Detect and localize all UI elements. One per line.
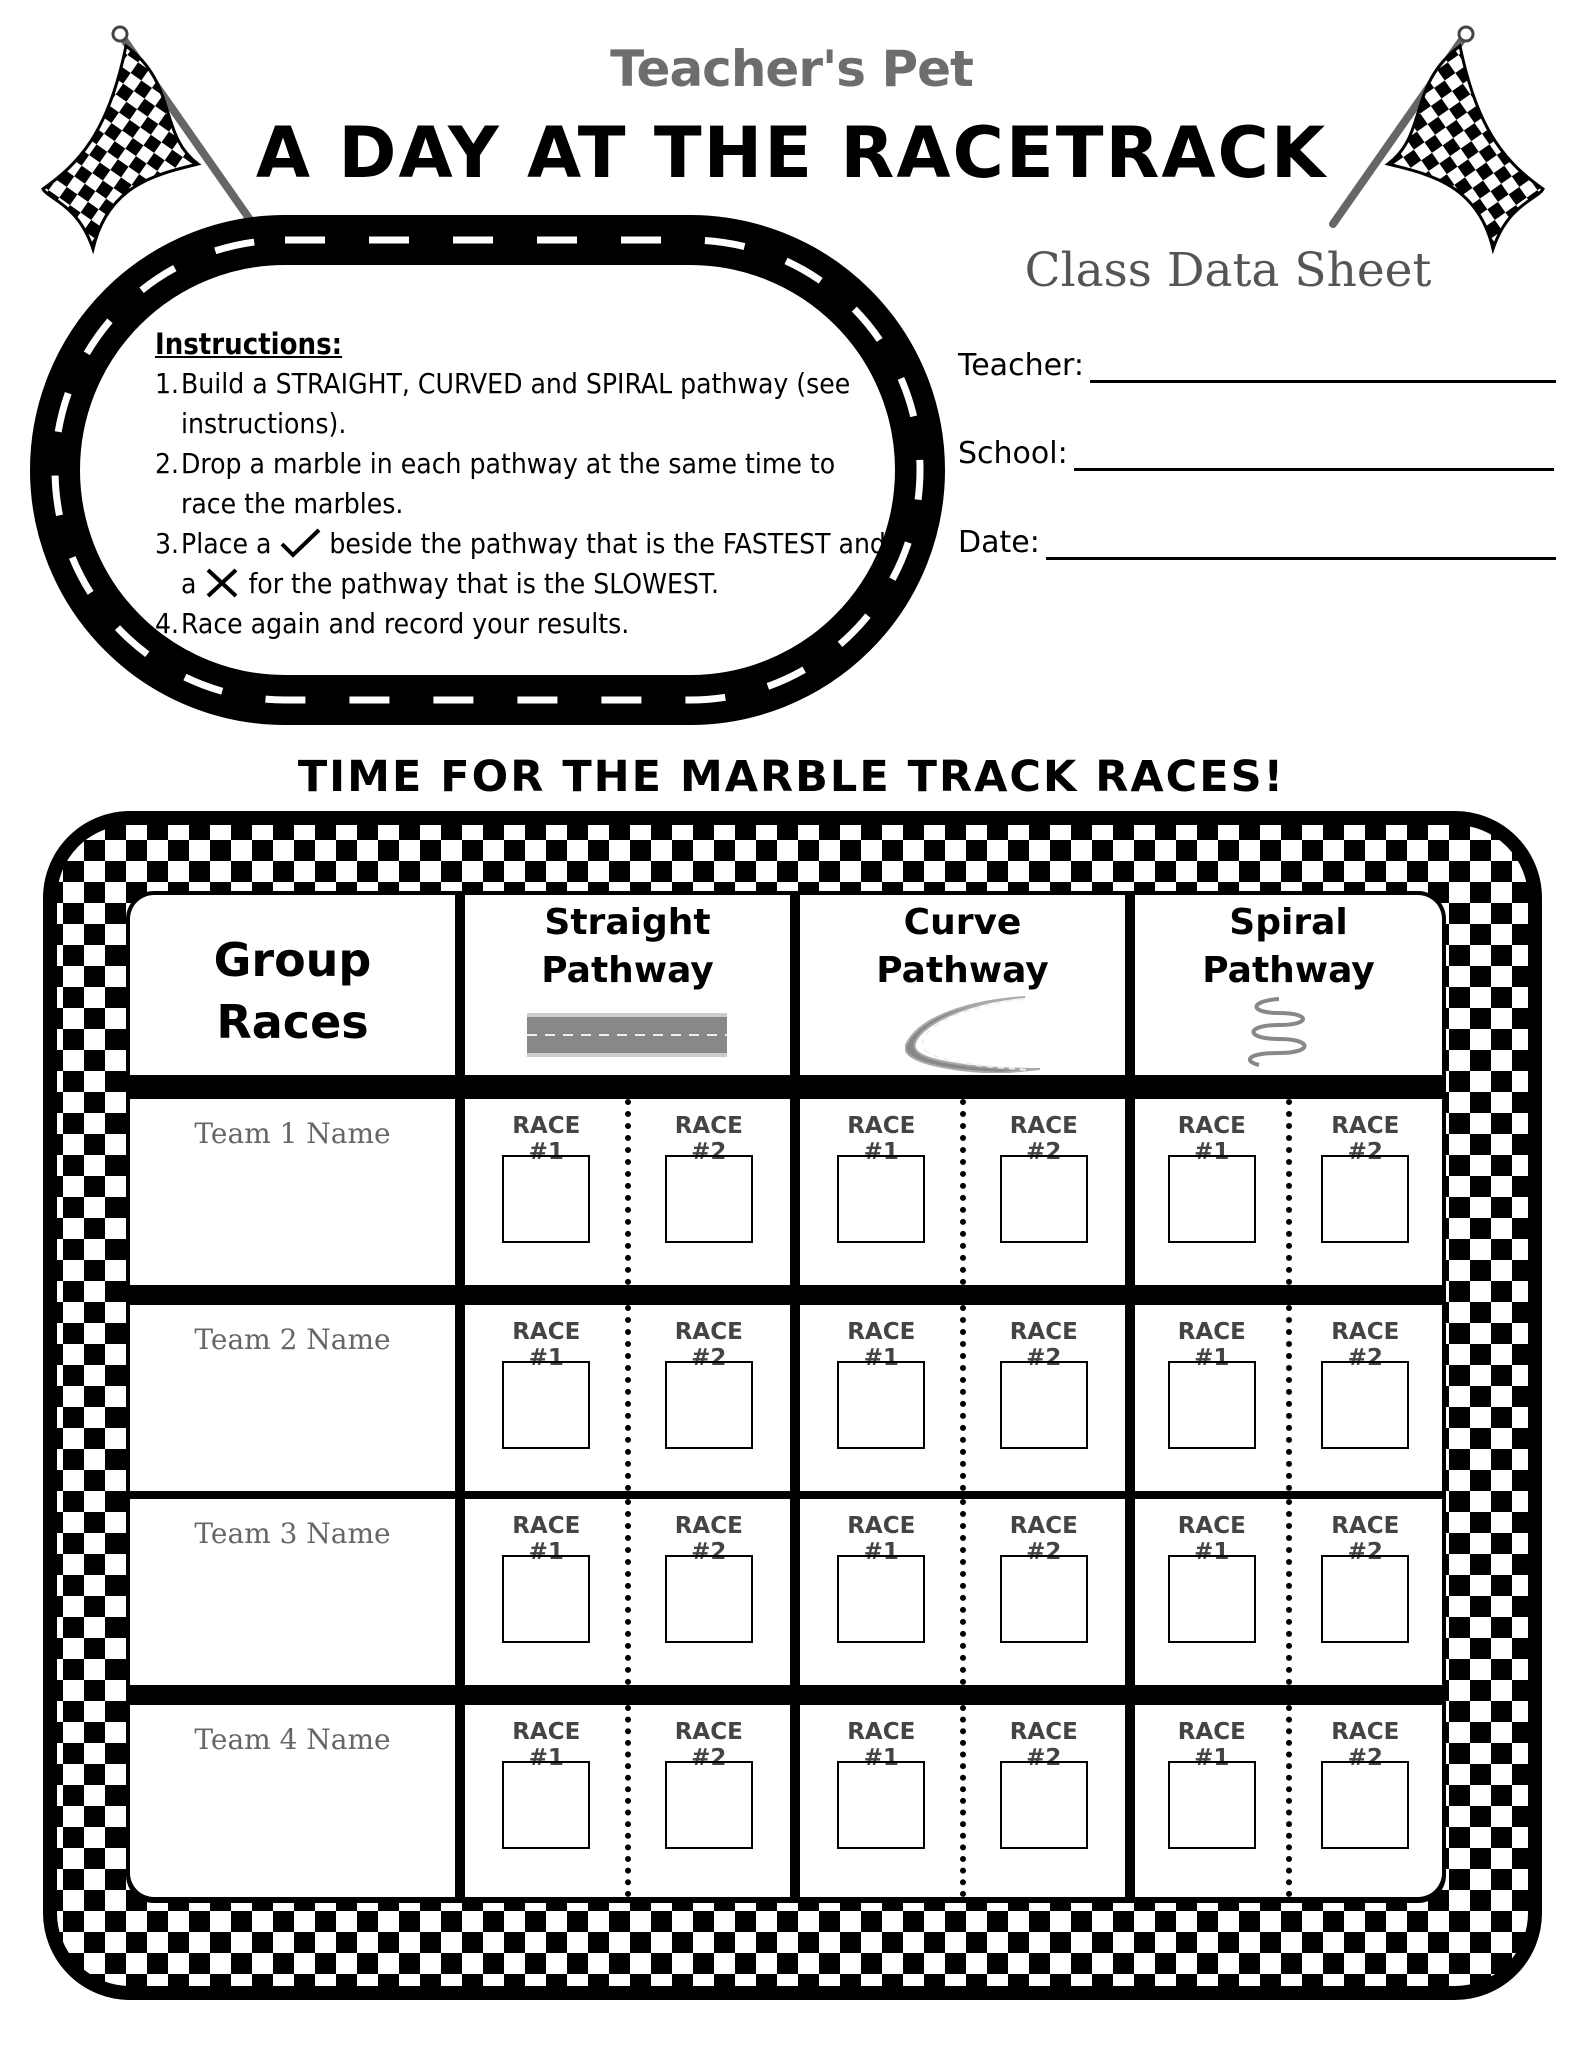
instruction-item: 2. Drop a marble in each pathway at the same time to race the marbles. (155, 447, 836, 520)
team-name-label: Team 1 Name (194, 1117, 391, 1150)
group-races-header: Group Races (130, 895, 455, 1075)
race-divider (960, 1099, 966, 1285)
race-1-label: RACE #1 (1177, 1719, 1246, 1771)
instruction-item: 4. Race again and record your results. (155, 607, 630, 640)
race-1-label: RACE #1 (512, 1319, 581, 1371)
race-1-result-box[interactable] (837, 1555, 925, 1643)
race-heading: TIME FOR THE MARBLE TRACK RACES! (297, 752, 1286, 802)
race-divider (1286, 1099, 1292, 1285)
race-1-result-box[interactable] (837, 1155, 925, 1243)
race-cell (800, 1099, 1125, 1285)
race-cell (800, 1305, 1125, 1491)
race-divider (625, 1099, 631, 1285)
race-divider (625, 1305, 631, 1491)
race-2-result-box[interactable] (665, 1155, 753, 1243)
race-cell (800, 1705, 1125, 1897)
race-divider (1286, 1499, 1292, 1685)
race-2-result-box[interactable] (1000, 1761, 1088, 1849)
race-divider (1286, 1705, 1292, 1897)
race-1-result-box[interactable] (502, 1555, 590, 1643)
race-1-label: RACE #1 (847, 1719, 916, 1771)
race-2-label: RACE #2 (1009, 1513, 1078, 1565)
race-1-label: RACE #1 (1177, 1513, 1246, 1565)
race-2-label: RACE #2 (1331, 1719, 1400, 1771)
race-cell (1135, 1705, 1442, 1897)
instruction-item: 1. Build a STRAIGHT, CURVED and SPIRAL pathway (see instructions). (155, 367, 851, 440)
brand-logo: Teacher's Pet (610, 40, 973, 98)
race-2-result-box[interactable] (1321, 1555, 1409, 1643)
school-field[interactable]: School: (958, 436, 1554, 471)
race-cell (465, 1305, 790, 1491)
race-1-result-box[interactable] (502, 1761, 590, 1849)
race-2-result-box[interactable] (1321, 1361, 1409, 1449)
sheet-subtitle: Class Data Sheet (1024, 243, 1432, 298)
race-cell (1135, 1305, 1442, 1491)
race-cell (465, 1705, 790, 1897)
race-1-result-box[interactable] (1168, 1555, 1256, 1643)
team-name-label: Team 3 Name (194, 1517, 391, 1550)
race-divider (960, 1499, 966, 1685)
race-1-label: RACE #1 (1177, 1319, 1246, 1371)
page-title: A DAY AT THE RACETRACK (255, 112, 1328, 194)
race-2-label: RACE #2 (1009, 1113, 1078, 1165)
race-1-label: RACE #1 (847, 1113, 916, 1165)
race-divider (1286, 1305, 1292, 1491)
race-1-result-box[interactable] (1168, 1361, 1256, 1449)
race-1-result-box[interactable] (1168, 1761, 1256, 1849)
date-field[interactable]: Date: (958, 525, 1556, 560)
race-1-result-box[interactable] (1168, 1155, 1256, 1243)
race-1-result-box[interactable] (502, 1361, 590, 1449)
race-cell (465, 1099, 790, 1285)
race-cell (1135, 1499, 1442, 1685)
race-2-label: RACE #2 (1009, 1319, 1078, 1371)
race-2-result-box[interactable] (1000, 1361, 1088, 1449)
race-2-result-box[interactable] (665, 1361, 753, 1449)
race-2-label: RACE #2 (1009, 1719, 1078, 1771)
race-2-result-box[interactable] (665, 1761, 753, 1849)
race-1-label: RACE #1 (512, 1513, 581, 1565)
race-1-label: RACE #1 (847, 1319, 916, 1371)
race-cell (800, 1499, 1125, 1685)
race-1-label: RACE #1 (1177, 1113, 1246, 1165)
spiral-icon (1239, 995, 1319, 1069)
race-1-result-box[interactable] (837, 1761, 925, 1849)
curve-pathway-header: Curve Pathway (800, 895, 1125, 1075)
race-2-label: RACE #2 (1331, 1113, 1400, 1165)
race-1-label: RACE #1 (512, 1719, 581, 1771)
race-1-result-box[interactable] (502, 1155, 590, 1243)
race-1-label: RACE #1 (847, 1513, 916, 1565)
race-cell (465, 1499, 790, 1685)
race-2-result-box[interactable] (1321, 1155, 1409, 1243)
curved-road-icon (905, 993, 1045, 1073)
race-2-result-box[interactable] (665, 1555, 753, 1643)
teacher-field[interactable]: Teacher: (958, 348, 1556, 383)
race-2-label: RACE #2 (674, 1319, 743, 1371)
instruction-item: 3. Place a beside the pathway that is the FASTEST and a for the pathway that is the SLOWEST. (155, 527, 886, 600)
race-2-label: RACE #2 (1331, 1513, 1400, 1565)
race-divider (625, 1499, 631, 1685)
instructions-heading: Instructions: (155, 327, 343, 361)
team-name-cell[interactable] (130, 1705, 455, 1897)
race-2-label: RACE #2 (674, 1719, 743, 1771)
race-2-label: RACE #2 (674, 1513, 743, 1565)
race-divider (960, 1705, 966, 1897)
straight-road-icon (527, 1013, 727, 1057)
race-divider (625, 1705, 631, 1897)
team-name-cell[interactable] (130, 1499, 455, 1685)
team-name-cell[interactable] (130, 1305, 455, 1491)
race-divider (960, 1305, 966, 1491)
race-2-result-box[interactable] (1000, 1555, 1088, 1643)
team-name-cell[interactable] (130, 1099, 455, 1285)
race-1-result-box[interactable] (837, 1361, 925, 1449)
race-2-result-box[interactable] (1000, 1155, 1088, 1243)
team-name-label: Team 4 Name (194, 1723, 391, 1756)
race-1-label: RACE #1 (512, 1113, 581, 1165)
spiral-pathway-header: Spiral Pathway (1135, 895, 1442, 1075)
race-2-label: RACE #2 (674, 1113, 743, 1165)
race-2-result-box[interactable] (1321, 1761, 1409, 1849)
straight-pathway-header: Straight Pathway (465, 895, 790, 1075)
race-2-label: RACE #2 (1331, 1319, 1400, 1371)
team-name-label: Team 2 Name (194, 1323, 391, 1356)
race-cell (1135, 1099, 1442, 1285)
